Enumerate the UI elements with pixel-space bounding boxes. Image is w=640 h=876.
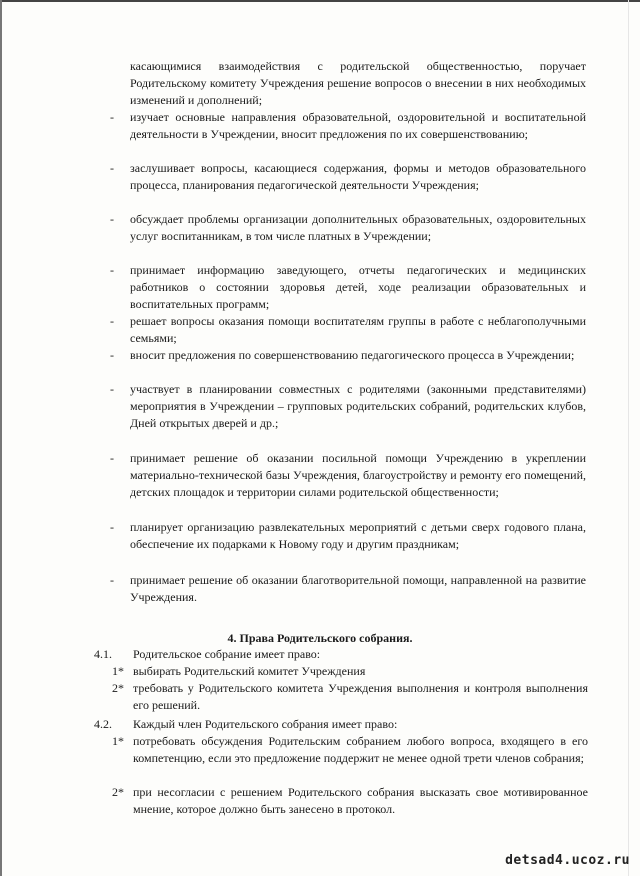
list-item: обсуждает проблемы организации дополнительных образовательных, оздоровительных услуг воспитанникам, в том числе платных в Учреждении; [130,212,586,243]
list-dash: - [110,382,114,396]
list-dash: - [110,520,114,534]
list-item: изучает основные направления образовательной, оздоровительной и воспитательной деятельности в Учреждении, вносит предложения по их совершенствованию; [130,110,586,141]
list-dash: - [110,451,114,465]
list-item-continuation: касающимися взаимодействия с родительской общественностью, поручает Родительскому комитету Учреждения решение вопросов о внесении в них необходимых изменений и дополнений; [130,59,586,107]
subitem-number: 1* [112,734,124,748]
subitem-text: при несогласии с решением Родительского собрания высказать свое мотивированное мнение, которое должно быть занесено в протокол. [133,785,588,816]
list-dash: - [110,573,114,587]
scan-artifact-line [628,0,629,876]
list-item: принимает решение об оказании посильной помощи Учреждению в укреплении материально-технической базы Учреждения, благоустройству и ремонту его помещений, детских площадок и территории силами родительской общественности; [130,451,586,499]
clause-number: 4.2. [94,717,112,731]
site-watermark: detsad4.ucoz.ru [505,853,630,868]
subitem-text: выбирать Родительский комитет Учреждения [133,664,366,678]
list-item: участвует в планировании совместных с родителями (законными представителями) мероприятия в Учреждении – групповых родительских собраний, родительских клубов, Дней открытых дверей и др.; [130,382,586,430]
clause-text: Каждый член Родительского собрания имеет право: [133,717,398,731]
list-dash: - [110,263,114,277]
subitem-text: требовать у Родительского комитета Учреждения выполнения и контроля выполнения его решений. [133,681,588,712]
list-dash: - [110,314,114,328]
list-item: принимает информацию заведующего, отчеты педагогических и медицинских работников о состоянии здоровья детей, ходе реализации образовательных и воспитательных программ; [130,263,586,311]
list-item: решает вопросы оказания помощи воспитателям группы в работе с неблагополучными семьями; [130,314,586,345]
list-item: принимает решение об оказании благотворительной помощи, направленной на развитие Учреждения. [130,573,586,604]
subitem-number: 1* [112,664,124,678]
list-dash: - [110,348,114,362]
list-item: планирует организацию развлекательных мероприятий с детьми сверх годового плана, обеспечение их подарками к Новому году и другим праздникам; [130,520,586,551]
clause-number: 4.1. [94,647,112,661]
subitem-number: 2* [112,785,124,799]
list-dash: - [110,161,114,175]
list-item: вносит предложения по совершенствованию педагогического процесса в Учреждении; [130,348,575,362]
list-item: заслушивает вопросы, касающиеся содержания, формы и методов образовательного процесса, планирования педагогической деятельности Учреждения; [130,161,586,192]
list-dash: - [110,212,114,226]
scan-border-left [0,0,2,876]
section-heading: 4. Права Родительского собрания. [227,631,413,645]
subitem-number: 2* [112,681,124,695]
clause-text: Родительское собрание имеет право: [133,647,321,661]
subitem-text: потребовать обсуждения Родительским собранием любого вопроса, входящего в его компетенцию, если это предложение поддержит не менее одной трети членов собрания; [133,734,588,765]
scan-border-top [0,0,640,2]
list-dash: - [110,110,114,124]
